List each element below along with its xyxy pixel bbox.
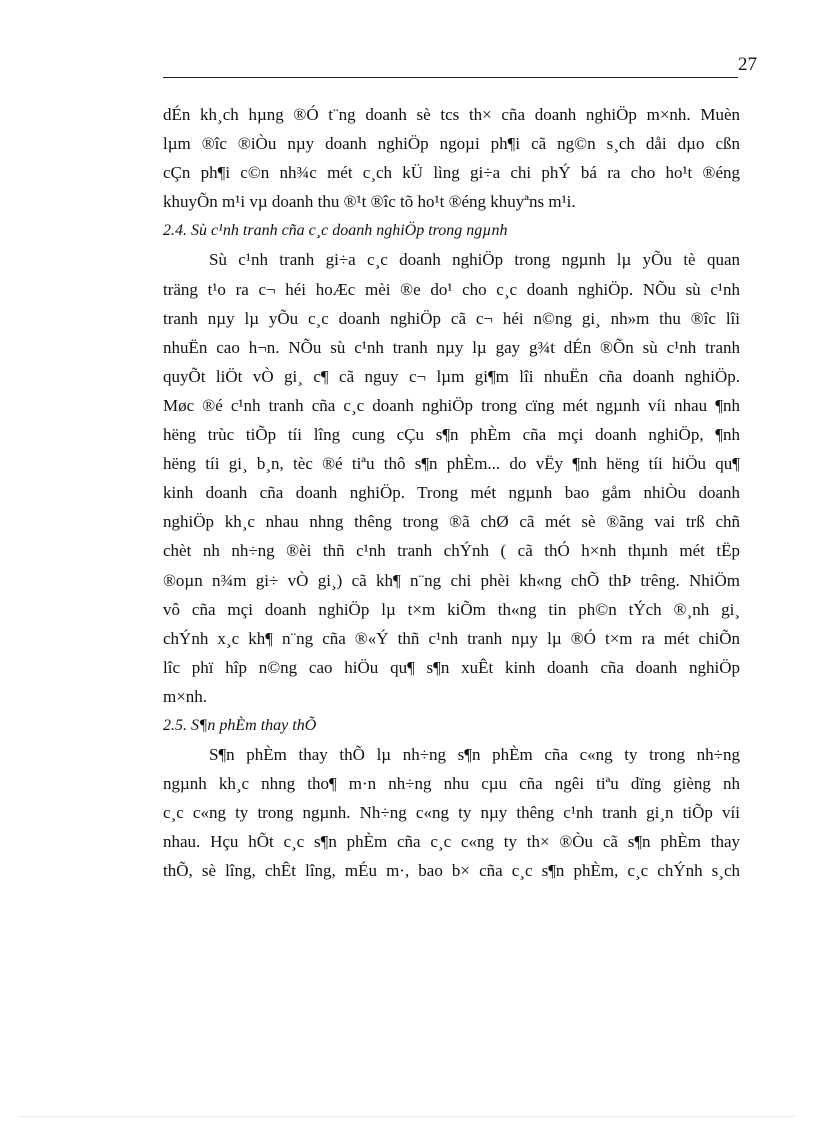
text-line: nhau. Hçu hÕt c¸c s¶n phÈm cña c¸c c«ng ty th× ®Òu cã s¶n phÈm thay <box>163 832 740 852</box>
text-line: Møc ®é c¹nh tranh cña c¸c doanh nghiÖp trong cïng mét ngµnh víi nhau ¶nh <box>163 395 740 415</box>
footer-divider <box>20 1116 796 1117</box>
text-line: träng t¹o ra c¬ héi hoÆc mèi ®e do¹ cho c¸c doanh nghiÖp. NÕu sù c¹nh <box>163 279 740 299</box>
text-line: nghiÖp kh¸c nhau nhng thêng trong ®ã chØ cã mét sè ®ãng vai trß chñ <box>163 512 740 532</box>
text-line: chèt nh nh÷ng ®èi thñ c¹nh tranh chÝnh ( cã thÓ h×nh thµnh mét tËp <box>163 541 740 561</box>
text-line: thÕ, sè lîng, chÊt lîng, mÉu m·, bao b× cña c¸c s¶n phÈm, c¸c chÝnh s¸ch <box>163 861 740 881</box>
section-heading: 2.5. S¶n phÈm thay thÕ <box>163 716 317 734</box>
section-heading: 2.4. Sù c¹nh tranh cña c¸c doanh nghiÖp trong ngµnh <box>163 222 508 240</box>
text-line: S¶n phÈm thay thÕ lµ nh÷ng s¶n phÈm cña c«ng ty trong nh÷ng <box>209 745 740 765</box>
text-line: kinh doanh cña doanh nghiÖp. Trong mét ngµnh bao gåm nhiÒu doanh <box>163 483 740 503</box>
text-line: ®oµn n¾m gi÷ vÒ gi¸) cã kh¶ n¨ng chi phèi kh«ng chÕ thÞ trêng. NhiÖm <box>163 570 740 590</box>
text-line: hëng tíi gi¸ b¸n, tèc ®é tiªu thô s¶n phÈm... do vËy ¶nh hëng tíi hiÖu qu¶ <box>163 454 740 474</box>
text-line: ngµnh kh¸c nhng tho¶ m·n nh÷ng nhu cµu cña ngêi tiªu dïng gièng nh <box>163 774 740 794</box>
text-line: hëng trùc tiÕp tíi lîng cung cÇu s¶n phÈm cña mçi doanh nghiÖp, ¶nh <box>163 425 740 445</box>
text-line: khuyÕn m¹i vµ doanh thu ®¹t ®îc tõ ho¹t ®éng khuyªns m¹i. <box>163 192 576 212</box>
text-line: nhuËn cao h¬n. NÕu sù c¹nh tranh nµy lµ gay g¾t dÉn ®Õn sù c¹nh tranh <box>163 337 740 357</box>
text-line: lîc phï hîp n©ng cao hiÖu qu¶ s¶n xuÊt kinh doanh cña doanh nghiÖp <box>163 657 740 677</box>
text-line: vô cña mçi doanh nghiÖp lµ t×m kiÕm th«ng tin ph©n tÝch ®¸nh gi¸ <box>163 599 740 619</box>
text-line: Sù c¹nh tranh gi÷a c¸c doanh nghiÖp trong ngµnh lµ yÕu tè quan <box>209 250 740 270</box>
text-line: lµm ®îc ®iÒu nµy doanh nghiÖp ngoµi ph¶i cã ng©n s¸ch dåi dµo cßn <box>163 134 740 154</box>
text-line: m×nh. <box>163 686 208 706</box>
text-line: tranh nµy lµ yÕu c¸c doanh nghiÖp cã c¬ héi n©ng gi¸ nh»m thu ®îc lîi <box>163 308 740 328</box>
text-line: quyÕt liÖt vÒ gi¸ c¶ cã nguy c¬ lµm gi¶m lîi nhuËn cña doanh nghiÖp. <box>163 366 740 386</box>
text-line: dÉn kh¸ch hµng ®Ó t¨ng doanh sè tcs th× cña doanh nghiÖp m×nh. Muèn <box>163 105 740 124</box>
text-line: cÇn ph¶i c©n nh¾c mét c¸ch kÜ lìng gi÷a chi phÝ bá ra cho ho¹t ®éng <box>163 163 740 183</box>
text-line: chÝnh x¸c kh¶ n¨ng cña ®«Ý thñ c¹nh tranh nµy lµ ®Ó t×m ra mét chiÕn <box>163 628 740 648</box>
header-rule <box>163 77 738 78</box>
page-number: 27 <box>738 54 757 75</box>
document-body <box>163 100 740 886</box>
text-line: c¸c c«ng ty trong ngµnh. Nh÷ng c«ng ty nµy thêng c¹nh tranh gi¸n tiÕp víi <box>163 803 740 823</box>
